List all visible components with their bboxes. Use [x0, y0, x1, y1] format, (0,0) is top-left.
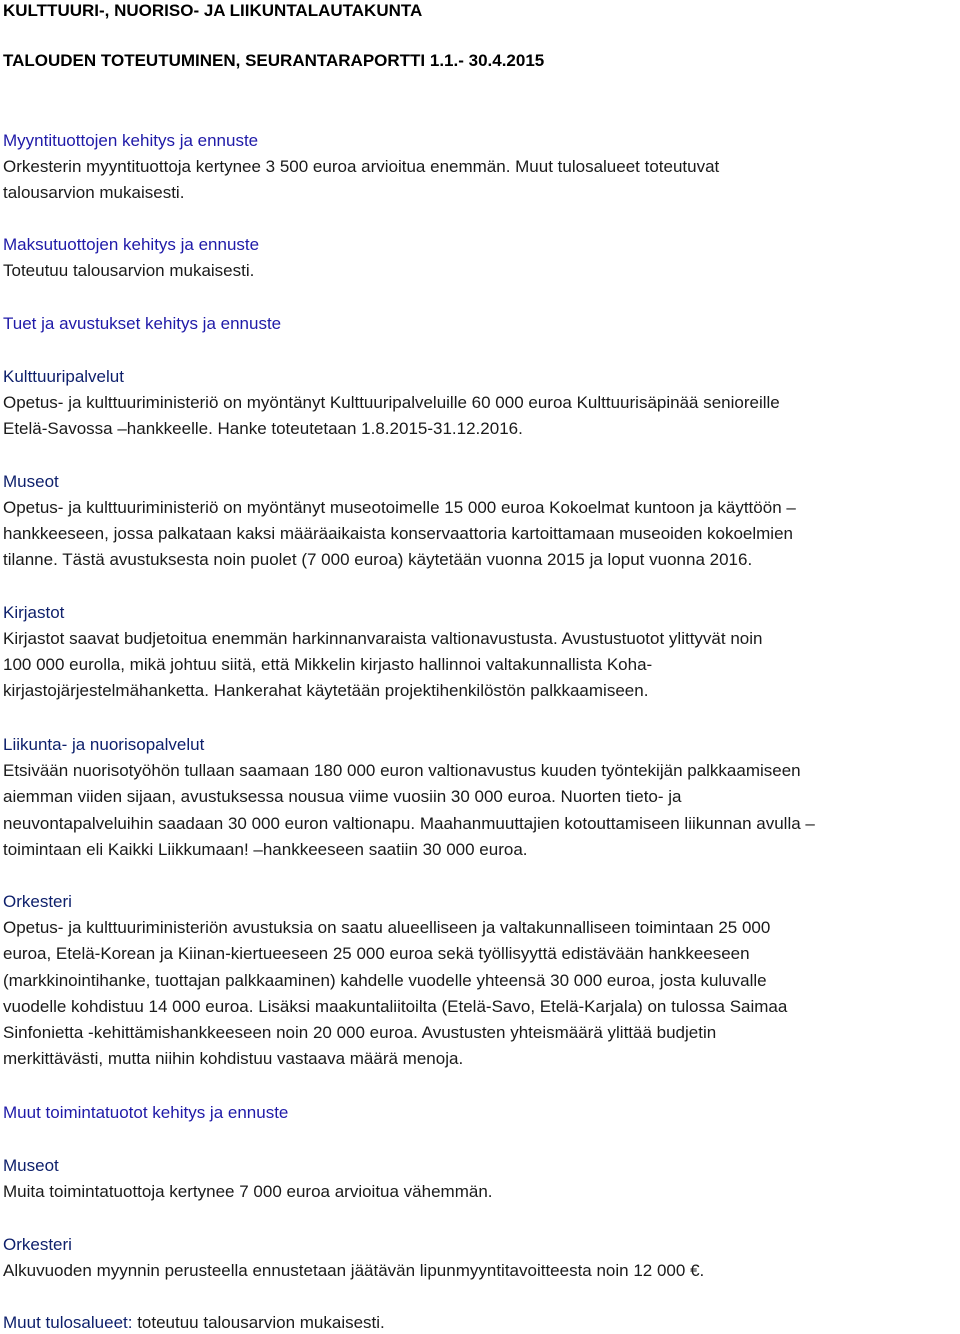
paragraph-line: vuodelle kohdistuu 14 000 euroa. Lisäksi maakuntaliitoilta (Etelä-Savo, Etelä-Karjala) on tulossa Saimaa: [3, 997, 788, 1016]
paragraph-line: Orkesterin myyntituottoja kertynee 3 500 euroa arvioitua enemmän. Muut tulosalueet toteutuvat: [3, 157, 720, 176]
section-heading-muut: Muut toimintatuotot kehitys ja ennuste: [3, 1103, 289, 1122]
subheading-liikunta: Liikunta- ja nuorisopalvelut: [3, 735, 205, 754]
org-title: KULTTUURI-, NUORISO- JA LIIKUNTALAUTAKUNTA: [3, 1, 423, 20]
paragraph-line: Sinfonietta -kehittämishankkeeseen noin 20 000 euroa. Avustusten yhteismäärä ylittää budjetin: [3, 1023, 717, 1042]
paragraph-line: Alkuvuoden myynnin perusteella ennustetaan jäätävän lipunmyyntitavoitteesta noin 12 000 €.: [3, 1261, 705, 1280]
paragraph-line: merkittävästi, mutta niihin kohdistuu vastaava määrä menoja.: [3, 1049, 464, 1068]
footer-line: [3, 1312, 385, 1334]
subheading-museot-muut: Museot: [3, 1156, 59, 1175]
subheading-kirjastot: Kirjastot: [3, 603, 65, 622]
paragraph-line: Opetus- ja kulttuuriministeriö on myöntänyt Kulttuuripalveluille 60 000 euroa Kulttuurisäpinää senioreille: [3, 393, 780, 412]
paragraph-line: Kirjastot saavat budjetoitua enemmän harkinnanvaraista valtionavustusta. Avustustuotot ylittyvät noin: [3, 629, 763, 648]
paragraph-line: tilanne. Tästä avustuksesta noin puolet (7 000 euroa) käytetään vuonna 2015 ja loput vuonna 2016.: [3, 550, 753, 569]
paragraph-line: Opetus- ja kulttuuriministeriön avustuksia on saatu alueelliseen ja valtakunnalliseen toimintaan 25 000: [3, 918, 771, 937]
section-heading-maksu: Maksutuottojen kehitys ja ennuste: [3, 235, 260, 254]
footer-label: Muut tulosalueet:: [3, 1313, 133, 1332]
paragraph-line: aiemman viiden sijaan, avustuksessa nousua viime vuosiin 30 000 euroa. Nuorten tieto- ja: [3, 787, 682, 806]
paragraph-line: hankkeeseen, jossa palkataan kaksi määräaikaista konservaattoria kartoittamaan museoiden kokoelmien: [3, 524, 793, 543]
subheading-kulttuuripalvelut: Kulttuuripalvelut: [3, 367, 124, 386]
section-heading-tuet: Tuet ja avustukset kehitys ja ennuste: [3, 314, 282, 333]
paragraph-line: Opetus- ja kulttuuriministeriö on myöntänyt museotoimelle 15 000 euroa Kokoelmat kuntoon ja käyttöön –: [3, 498, 796, 517]
paragraph-line: Muita toimintatuottoja kertynee 7 000 euroa arvioitua vähemmän.: [3, 1182, 493, 1201]
subheading-orkesteri: Orkesteri: [3, 892, 72, 911]
subheading-museot: Museot: [3, 472, 59, 491]
paragraph-line: Etsivään nuorisotyöhön tullaan saamaan 180 000 euron valtionavustus kuuden työntekijän palkkaamiseen: [3, 761, 801, 780]
footer-text: toteutuu talousarvion mukaisesti.: [132, 1313, 385, 1332]
paragraph-line: 100 000 eurolla, mikä johtuu siitä, että Mikkelin kirjasto hallinnoi valtakunnallista Koha-: [3, 655, 653, 674]
paragraph-line: (markkinointihanke, tuottajan palkkaaminen) kahdelle vuodelle yhteensä 30 000 euroa, josta kuluvalle: [3, 971, 767, 990]
paragraph-line: toimintaan eli Kaikki Liikkumaan! –hankkeeseen saatiin 30 000 euroa.: [3, 840, 528, 859]
paragraph-line: neuvontapalveluihin saadaan 30 000 euron valtionapu. Maahanmuuttajien kotouttamiseen liikunnan avulla –: [3, 814, 815, 833]
subheading-orkesteri-muut: Orkesteri: [3, 1235, 72, 1254]
paragraph-line: kirjastojärjestelmähanketta. Hankerahat käytetään projektihenkilöstön palkkaamiseen.: [3, 681, 649, 700]
paragraph-line: Etelä-Savossa –hankkeelle. Hanke toteutetaan 1.8.2015-31.12.2016.: [3, 419, 523, 438]
section-heading-myynti: Myyntituottojen kehitys ja ennuste: [3, 131, 259, 150]
report-title: TALOUDEN TOTEUTUMINEN, SEURANTARAPORTTI 1.1.- 30.4.2015: [3, 51, 545, 70]
paragraph-line: Toteutuu talousarvion mukaisesti.: [3, 261, 255, 280]
paragraph-line: talousarvion mukaisesti.: [3, 183, 185, 202]
paragraph-line: euroa, Etelä-Korean ja Kiinan-kiertueeseen 25 000 euroa sekä työllisyyttä edistävään hankkeeseen: [3, 944, 750, 963]
